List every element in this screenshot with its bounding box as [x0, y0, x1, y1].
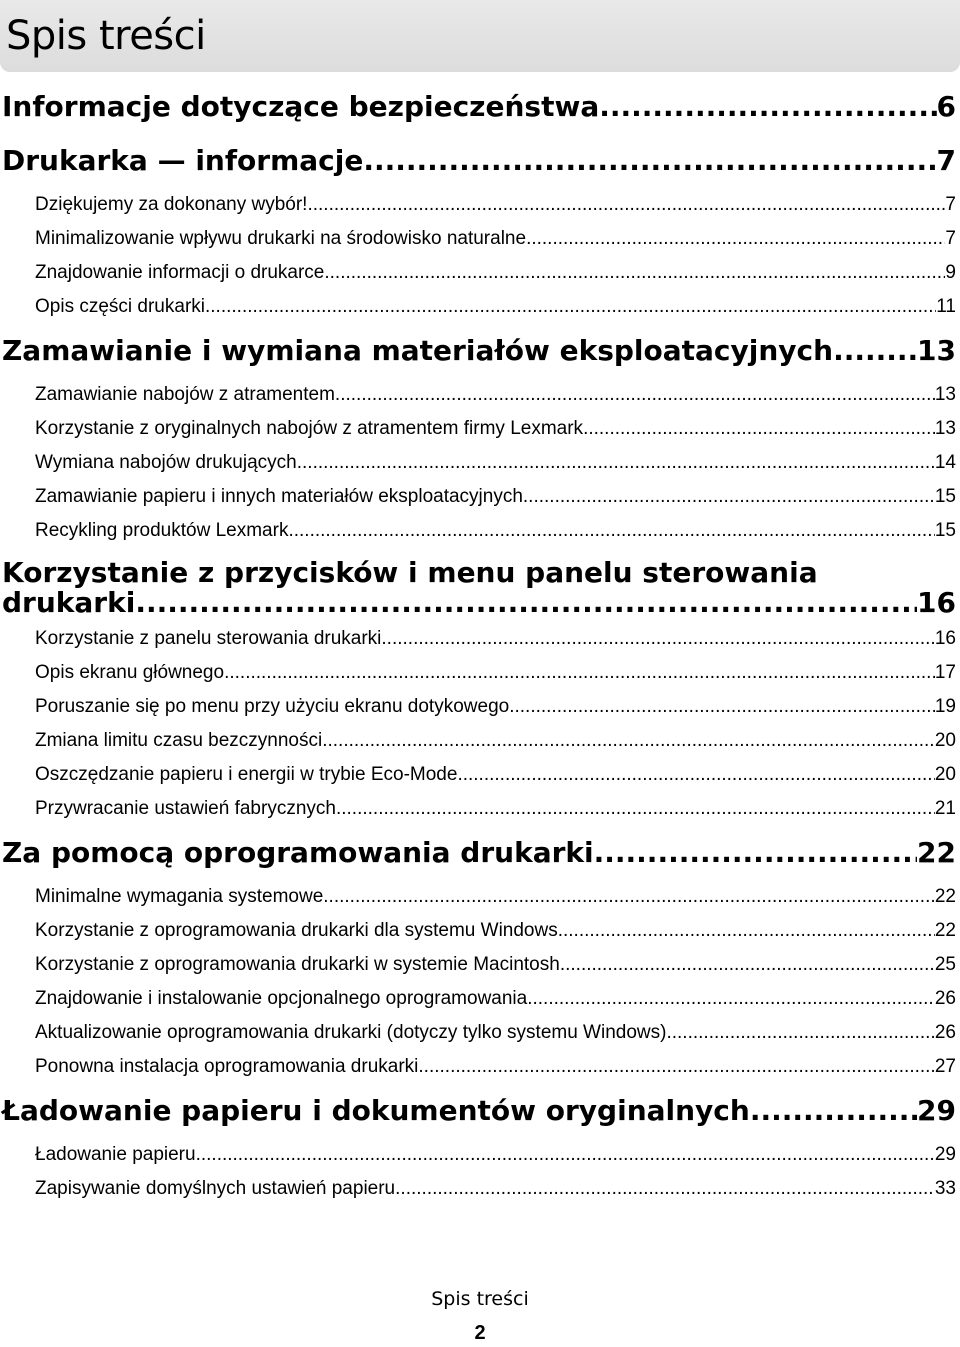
- section-title: Korzystanie z oryginalnych nabojów z atramentem firmy Lexmark: [35, 418, 584, 439]
- toc-section[interactable]: [0, 290, 960, 324]
- chapter-page: 22: [917, 836, 956, 869]
- table-of-contents: [0, 80, 960, 1206]
- chapter-title: Ładowanie papieru i dokumentów oryginalnych: [2, 1094, 750, 1127]
- dot-leader: [297, 446, 935, 480]
- toc-chapter[interactable]: [0, 548, 960, 622]
- section-title: Zmiana limitu czasu bezczynności: [35, 730, 323, 751]
- dot-leader: [363, 134, 936, 188]
- section-page: 26: [934, 1022, 956, 1043]
- dot-leader: [526, 222, 945, 256]
- section-page: 15: [934, 486, 956, 507]
- toc-section[interactable]: [0, 378, 960, 412]
- dot-leader: [457, 758, 934, 792]
- chapter-title: Zamawianie i wymiana materiałów eksploatacyjnych: [2, 334, 834, 367]
- section-page: 15: [934, 520, 956, 541]
- section-title: Ładowanie papieru: [35, 1144, 196, 1165]
- dot-leader: [205, 290, 936, 324]
- dot-leader: [418, 1050, 934, 1084]
- toc-section[interactable]: [0, 724, 960, 758]
- section-title: Korzystanie z oprogramowania drukarki w systemie Macintosh: [35, 954, 560, 975]
- chapter-page: 13: [917, 334, 956, 367]
- toc-section[interactable]: [0, 792, 960, 826]
- toc-section[interactable]: [0, 948, 960, 982]
- section-title: Minimalne wymagania systemowe: [35, 886, 324, 907]
- page-title: Spis treści: [6, 13, 206, 59]
- chapter-page: 29: [917, 1094, 956, 1127]
- dot-leader: [196, 1138, 935, 1172]
- section-title: Zamawianie nabojów z atramentem: [35, 384, 335, 405]
- section-page: 20: [934, 764, 956, 785]
- chapter-title: Za pomocą oprogramowania drukarki: [2, 836, 594, 869]
- dot-leader: [560, 948, 935, 982]
- section-page: 7: [945, 228, 956, 249]
- toc-section[interactable]: [0, 758, 960, 792]
- toc-chapter[interactable]: [0, 80, 960, 134]
- toc-section[interactable]: [0, 690, 960, 724]
- section-page: 16: [934, 628, 956, 649]
- section-title: Minimalizowanie wpływu drukarki na środowisko naturalne: [35, 228, 527, 249]
- toc-chapter[interactable]: [0, 826, 960, 880]
- dot-leader: [599, 80, 936, 134]
- section-page: 26: [934, 988, 956, 1009]
- dot-leader: [527, 982, 935, 1016]
- section-page: 25: [934, 954, 956, 975]
- dot-leader: [335, 378, 935, 412]
- chapter-page: 6: [936, 90, 956, 123]
- toc-section[interactable]: [0, 222, 960, 256]
- section-page: 13: [934, 384, 956, 405]
- chapter-title-line1: Korzystanie z przycisków i menu panelu sterowania: [2, 556, 818, 589]
- section-title: Wymiana nabojów drukujących: [35, 452, 297, 473]
- dot-leader: [324, 256, 945, 290]
- chapter-title: Drukarka — informacje: [2, 144, 364, 177]
- section-page: 27: [934, 1056, 956, 1077]
- section-page: 21: [934, 798, 956, 819]
- section-title: Znajdowanie informacji o drukarce: [35, 262, 325, 283]
- section-page: 9: [945, 262, 956, 283]
- toc-section[interactable]: [0, 656, 960, 690]
- toc-section[interactable]: [0, 1172, 960, 1206]
- dot-leader: [509, 690, 935, 724]
- dot-leader: [583, 412, 935, 446]
- toc-section[interactable]: [0, 982, 960, 1016]
- section-title: Zapisywanie domyślnych ustawień papieru: [35, 1178, 396, 1199]
- toc-section[interactable]: [0, 514, 960, 548]
- section-page: 14: [934, 452, 956, 473]
- section-title: Korzystanie z oprogramowania drukarki dla systemu Windows: [35, 920, 558, 941]
- dot-leader: [523, 480, 935, 514]
- section-title: Przywracanie ustawień fabrycznych: [35, 798, 336, 819]
- dot-leader: [750, 1084, 917, 1138]
- chapter-page: 7: [936, 144, 956, 177]
- dot-leader: [395, 1172, 935, 1206]
- chapter-page: 16: [917, 588, 956, 618]
- header-bar: [0, 0, 960, 72]
- section-page: 29: [934, 1144, 956, 1165]
- chapter-title-line2: drukarki: [2, 588, 136, 618]
- toc-section[interactable]: [0, 256, 960, 290]
- section-title: Oszczędzanie papieru i energii w trybie Eco-Mode: [35, 764, 458, 785]
- chapter-title: Informacje dotyczące bezpieczeństwa: [2, 90, 600, 123]
- dot-leader: [224, 656, 935, 690]
- toc-section[interactable]: [0, 914, 960, 948]
- section-page: 13: [934, 418, 956, 439]
- section-page: 22: [934, 920, 956, 941]
- toc-section[interactable]: [0, 1138, 960, 1172]
- dot-leader: [336, 792, 935, 826]
- toc-chapter[interactable]: [0, 324, 960, 378]
- section-page: 20: [934, 730, 956, 751]
- toc-chapter[interactable]: [0, 134, 960, 188]
- section-page: 11: [936, 296, 956, 317]
- section-title: Zamawianie papieru i innych materiałów eksploatacyjnych: [35, 486, 523, 507]
- dot-leader: [666, 1016, 934, 1050]
- section-page: 19: [934, 696, 956, 717]
- toc-section[interactable]: [0, 622, 960, 656]
- section-title: Poruszanie się po menu przy użyciu ekranu dotykowego: [35, 696, 510, 717]
- section-title: Aktualizowanie oprogramowania drukarki (dotyczy tylko systemu Windows): [35, 1022, 667, 1043]
- toc-section[interactable]: [0, 480, 960, 514]
- dot-leader: [307, 188, 945, 222]
- dot-leader: [288, 514, 934, 548]
- section-title: Ponowna instalacja oprogramowania drukarki: [35, 1056, 419, 1077]
- toc-chapter[interactable]: [0, 1084, 960, 1138]
- toc-section[interactable]: [0, 1050, 960, 1084]
- section-title: Opis części drukarki: [35, 296, 205, 317]
- footer-label: Spis treści: [431, 1288, 529, 1310]
- dot-leader: [135, 588, 917, 618]
- section-title: Recykling produktów Lexmark: [35, 520, 289, 541]
- section-title: Korzystanie z panelu sterowania drukarki: [35, 628, 382, 649]
- dot-leader: [594, 826, 917, 880]
- dot-leader: [381, 622, 934, 656]
- dot-leader: [833, 324, 917, 378]
- section-title: Znajdowanie i instalowanie opcjonalnego oprogramowania: [35, 988, 528, 1009]
- section-title: Dziękujemy za dokonany wybór!: [35, 194, 308, 215]
- section-page: 17: [934, 662, 956, 683]
- toc-section[interactable]: [0, 1016, 960, 1050]
- toc-section[interactable]: [0, 446, 960, 480]
- section-title: Opis ekranu głównego: [35, 662, 225, 683]
- section-page: 33: [934, 1178, 956, 1199]
- toc-section[interactable]: [0, 880, 960, 914]
- dot-leader: [322, 724, 935, 758]
- dot-leader: [323, 880, 935, 914]
- dot-leader: [558, 914, 935, 948]
- toc-section[interactable]: [0, 412, 960, 446]
- section-page: 22: [934, 886, 956, 907]
- section-page: 7: [945, 194, 956, 215]
- toc-section[interactable]: [0, 188, 960, 222]
- page-number: 2: [474, 1322, 486, 1344]
